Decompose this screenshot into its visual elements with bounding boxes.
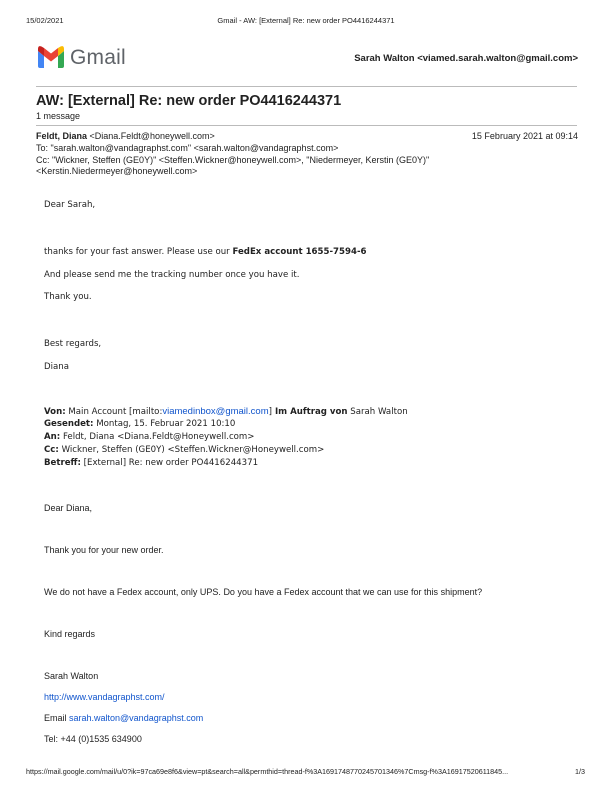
betreff-text: [External] Re: new order PO4416244371 xyxy=(80,458,259,468)
message-cc-line2: <Kerstin.Niedermeyer@honeywell.com> xyxy=(36,166,198,176)
gmail-m-icon xyxy=(36,45,66,69)
message-cc-line1: Cc: "Wickner, Steffen (GE0Y)" <Steffen.Wickner@honeywell.com>, "Niedermeyer, Kerstin (GE0Y)" xyxy=(36,155,430,165)
an-label: An: xyxy=(44,432,61,442)
von-text: Main Account [mailto: xyxy=(65,407,163,417)
website-link[interactable]: http://www.vandagraphst.com/ xyxy=(44,692,165,702)
viamed-email-link[interactable]: viamedinbox@gmail.com xyxy=(162,406,269,417)
cc-label: Cc: xyxy=(44,445,59,455)
quoted-gesendet xyxy=(44,419,235,429)
quoted-kind-regards: Kind regards xyxy=(44,629,96,639)
body-best-regards: Best regards, xyxy=(44,339,102,349)
sender-email: <Diana.Feldt@honeywell.com> xyxy=(89,131,215,141)
thread-subject: AW: [External] Re: new order PO4416244371 xyxy=(36,93,342,109)
body-greeting: Dear Sarah, xyxy=(44,200,96,210)
von-close: ] xyxy=(268,407,272,417)
quoted-betreff xyxy=(44,458,258,468)
body-thank-you: Thank you. xyxy=(44,292,92,302)
message-to: To: "sarah.walton@vandagraphst.com" <sarah.walton@vandagraphst.com> xyxy=(36,143,339,153)
message-count: 1 message xyxy=(36,111,81,121)
gesendet-text: Montag, 15. Februar 2021 10:10 xyxy=(93,419,236,429)
von-label: Von: xyxy=(44,407,66,417)
fedex-account: FedEx account 1655-7594-6 xyxy=(232,247,367,257)
auftrag-name: Sarah Walton xyxy=(347,407,408,417)
account-label: Sarah Walton <viamed.sarah.walton@gmail.com> xyxy=(354,53,578,64)
quoted-an xyxy=(44,432,255,442)
divider-subject xyxy=(36,125,577,126)
message-sender xyxy=(36,131,215,141)
thanks-text: thanks for your fast answer. Please use our xyxy=(44,247,233,257)
quoted-email xyxy=(44,713,203,723)
quoted-von xyxy=(44,406,408,417)
sender-name: Feldt, Diana xyxy=(36,131,88,141)
body-signature: Diana xyxy=(44,362,69,372)
sarah-email-link[interactable]: sarah.walton@vandagraphst.com xyxy=(69,713,204,723)
an-text: Feldt, Diana <Diana.Feldt@Honeywell.com> xyxy=(60,432,255,442)
quoted-greeting: Dear Diana, xyxy=(44,503,93,513)
quoted-cc xyxy=(44,445,324,455)
print-date: 15/02/2021 xyxy=(26,16,64,25)
print-title: Gmail - AW: [External] Re: new order PO4416244371 xyxy=(217,16,395,25)
print-footer-url: https://mail.google.com/mail/u/0?ik=97ca69e8f6&view=pt&search=all&permthid=thread-f%3A1691748770245701346%7Cmsg-f%3A16917520611845... xyxy=(26,767,509,776)
auftrag-label: Im Auftrag von xyxy=(271,407,348,417)
body-thanks xyxy=(44,247,367,257)
quoted-thanks: Thank you for your new order. xyxy=(44,545,164,555)
quoted-tel: Tel: +44 (0)1535 634900 xyxy=(44,734,142,744)
gmail-wordmark: Gmail xyxy=(70,46,126,69)
cc-text: Wickner, Steffen (GE0Y) <Steffen.Wickner@Honeywell.com> xyxy=(58,445,325,455)
message-date: 15 February 2021 at 09:14 xyxy=(471,131,578,141)
gesendet-label: Gesendet: xyxy=(44,419,94,429)
divider-top xyxy=(36,86,577,87)
quoted-name: Sarah Walton xyxy=(44,671,99,681)
quoted-fedex: We do not have a Fedex account, only UPS. Do you have a Fedex account that we can use for this shipment? xyxy=(44,587,483,597)
betreff-label: Betreff: xyxy=(44,458,81,468)
email-label: Email xyxy=(44,713,70,723)
page-number: 1/3 xyxy=(575,767,585,776)
body-tracking: And please send me the tracking number once you have it. xyxy=(44,270,300,280)
